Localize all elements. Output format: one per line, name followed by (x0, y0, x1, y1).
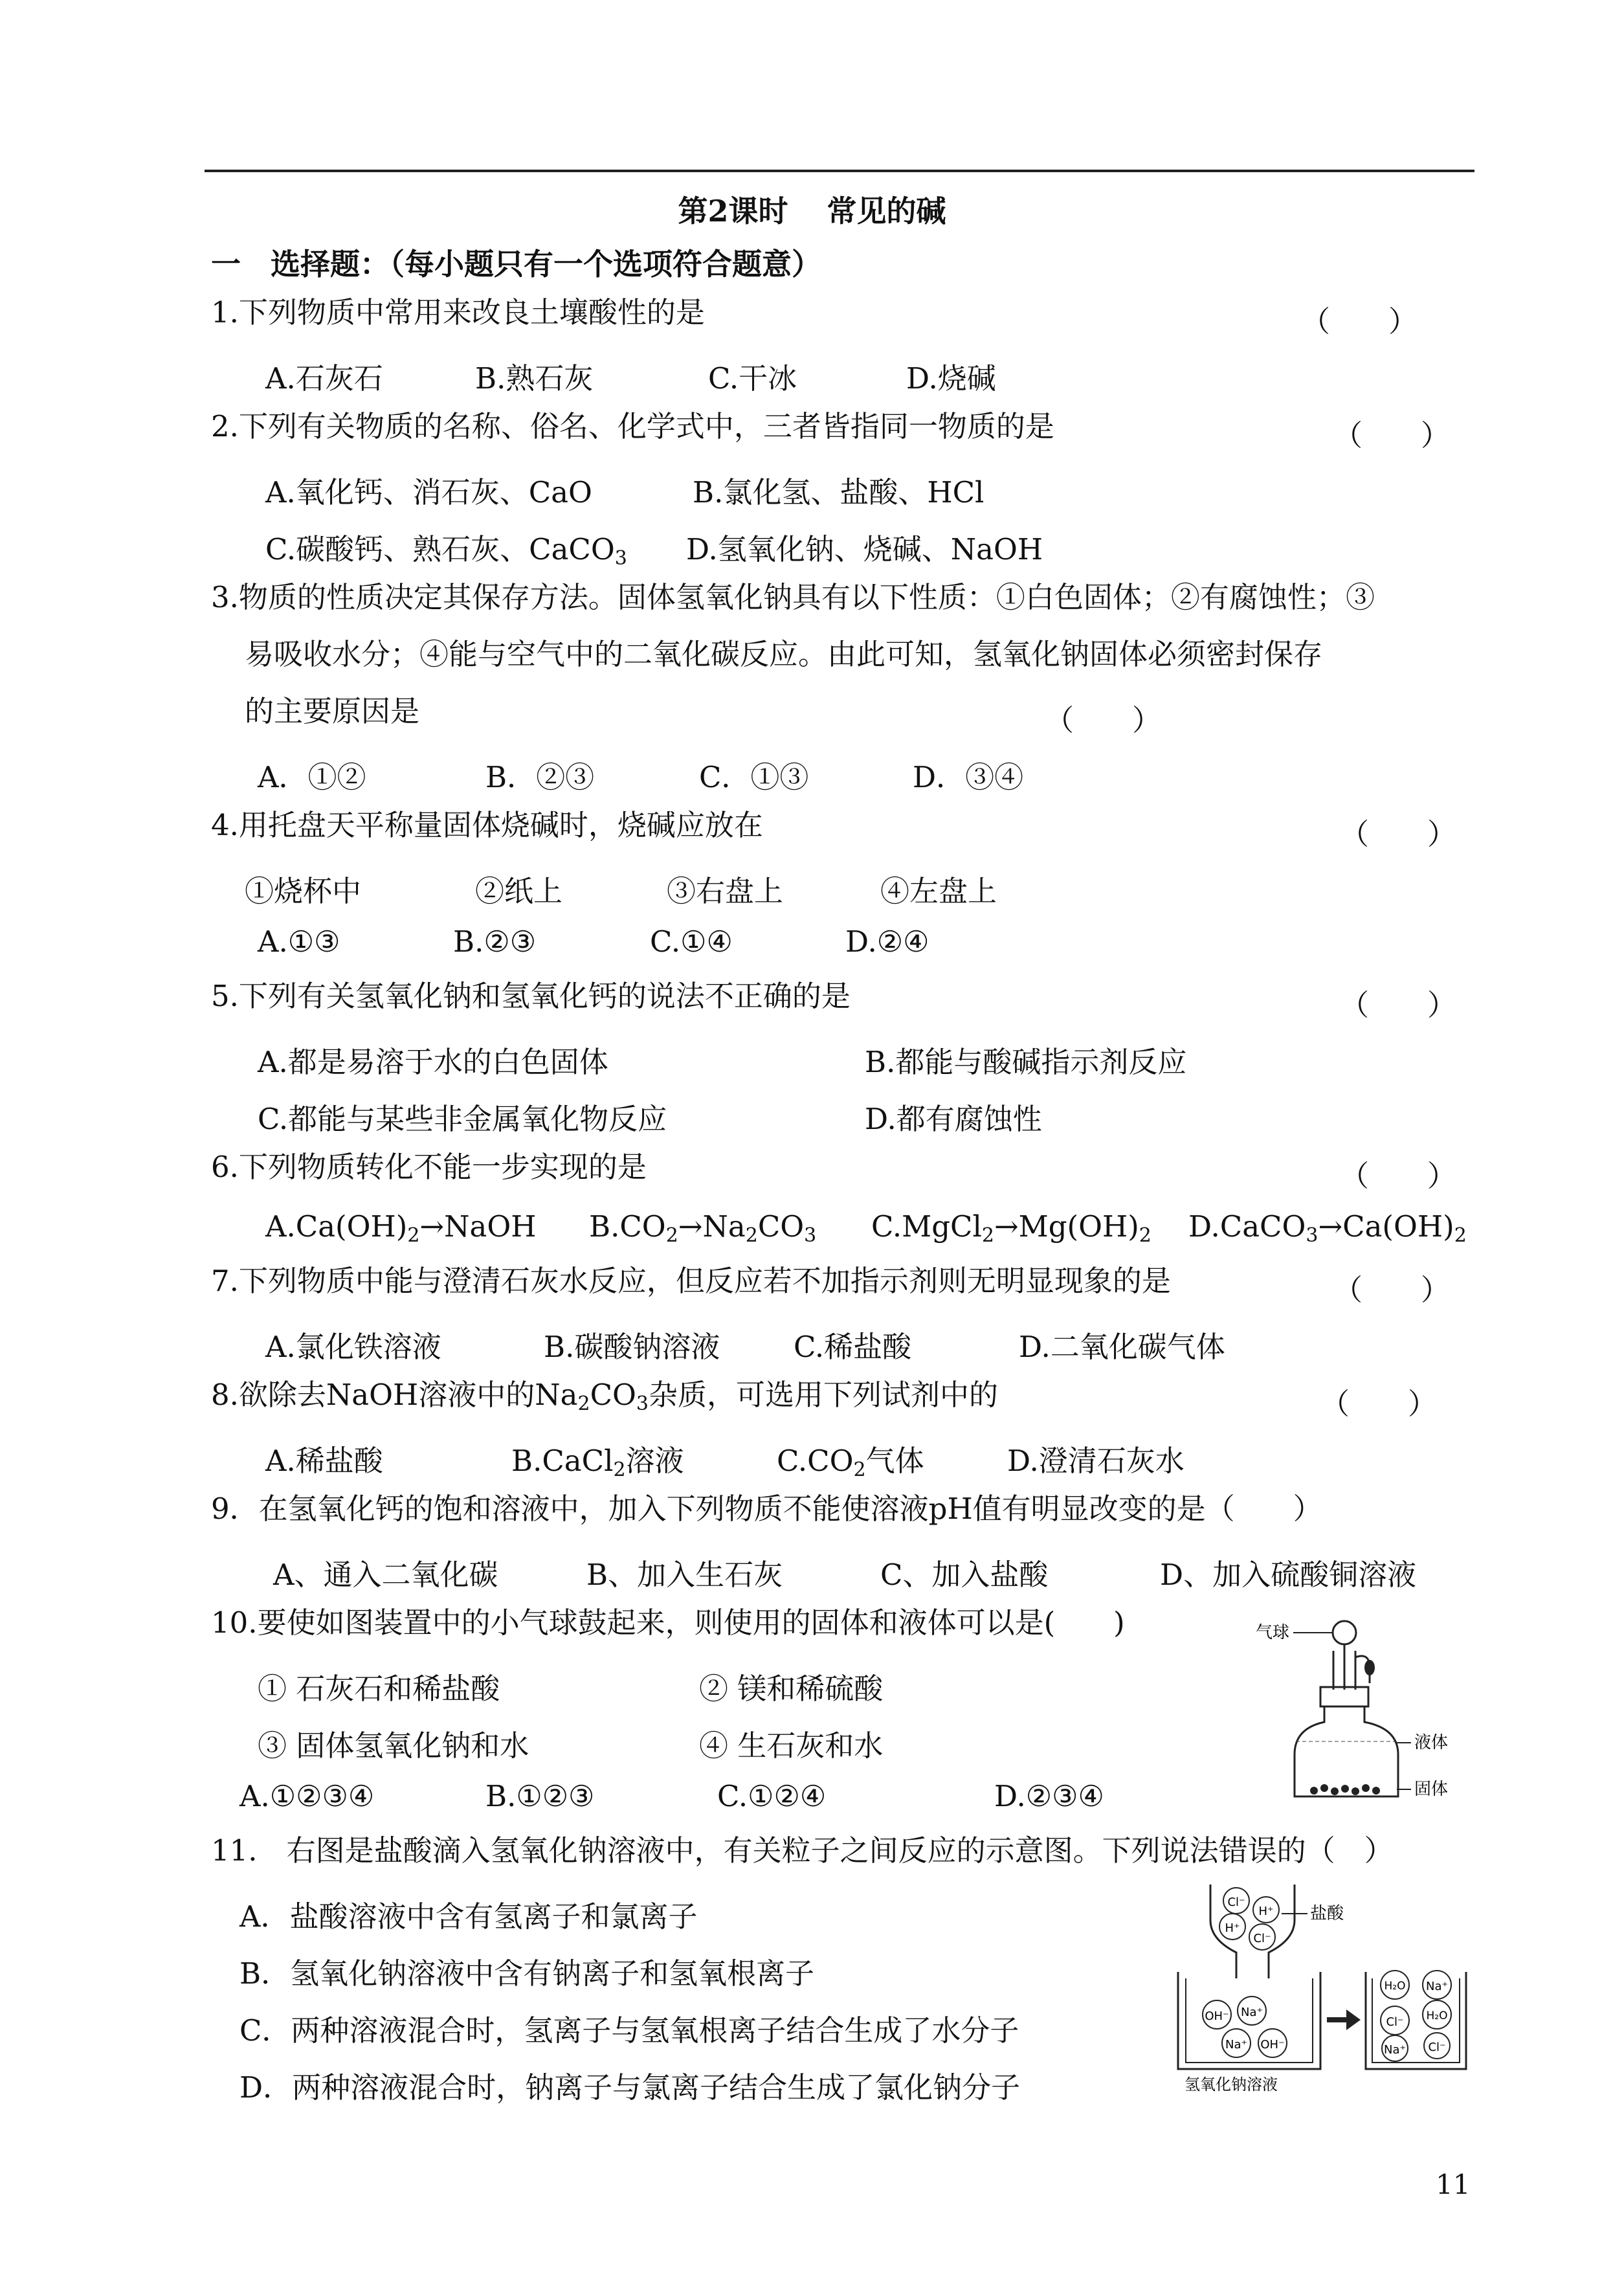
q10-option-d: D.②③④ (994, 1779, 1104, 1813)
flask-body (1295, 1706, 1398, 1796)
q11-option-d: D．两种溶液混合时，钠离子与氯离子结合生成了氯化钠分子 (239, 2070, 1021, 2105)
q4-item-2: ②纸上 (475, 874, 563, 908)
q9-option-c: C、加入盐酸 (880, 1558, 1049, 1592)
q6-option-b: $B.CO_2\to Na_2CO_3$ (589, 1209, 817, 1247)
q7-option-b: B.碳酸钠溶液 (544, 1330, 720, 1364)
q11-option-c: C．两种溶液混合时，氢离子与氢氧根离子结合生成了水分子 (239, 2013, 1019, 2048)
lesson-topic: 常见的碱 (827, 194, 946, 229)
q10-item-2: ② 镁和稀硫酸 (699, 1672, 884, 1706)
ion-cl-4-label: Cl⁻ (1428, 2041, 1446, 2054)
balloon-label: 气球 (1256, 1623, 1290, 1642)
naoh-beaker (1178, 1972, 1320, 2069)
q7-option-d: D.二氧化碳气体 (1019, 1330, 1225, 1364)
q2-option-a: A.氧化钙、消石灰、CaO (265, 475, 592, 509)
q6-answer-bracket[interactable]: （ ） (1340, 1159, 1457, 1193)
q1-option-c: C.干冰 (708, 361, 797, 396)
ion-cl-2-label: Cl⁻ (1253, 1932, 1271, 1945)
q1-option-d: D.烧碱 (906, 361, 996, 396)
ion-na-1-label: Na⁺ (1241, 2006, 1263, 2019)
q3-stem-line2: 易吸收水分；④能与空气中的二氧化碳反应。由此可知，氢氧化钠固体必须密封保存 (245, 637, 1323, 671)
q10-option-c: C.①②④ (717, 1779, 827, 1813)
flask-tubes (1333, 1644, 1355, 1690)
q4-item-4: ④左盘上 (880, 874, 997, 908)
q1-answer-bracket[interactable]: （ ） (1301, 304, 1418, 339)
q7-answer-bracket[interactable]: （ ） (1333, 1273, 1451, 1307)
q4-option-d: D.②④ (845, 924, 929, 959)
q9-option-a: A、通入二氧化碳 (273, 1558, 498, 1592)
stopper (1320, 1687, 1368, 1706)
ion-cl-1-label: Cl⁻ (1227, 1896, 1245, 1909)
q11-stem: 11. 右图是盐酸滴入氢氧化钠溶液中，有关粒子之间反应的示意图。下列说法错误的（ ） (211, 1833, 1394, 1868)
q4-option-c: C.①④ (650, 924, 733, 959)
lesson-number: 第2课时 (678, 194, 788, 229)
q2-option-d: D.氢氧化钠、烧碱、NaOH (686, 532, 1043, 566)
q7-option-c: C.稀盐酸 (794, 1330, 912, 1364)
q10-item-1: ① 石灰石和稀盐酸 (258, 1672, 500, 1706)
q3-answer-bracket[interactable]: （ ） (1045, 703, 1162, 737)
q5-option-a: A.都是易溶于水的白色固体 (258, 1045, 608, 1079)
page-title (0, 188, 1624, 230)
ion-h-2-label: H⁺ (1225, 1921, 1240, 1935)
q5-option-d: D.都有腐蚀性 (865, 1102, 1042, 1136)
section-heading: 一 选择题：（每小题只有一个选项符合题意） (211, 247, 821, 282)
q9-option-b: B、加入生石灰 (586, 1558, 783, 1592)
q1-option-b: B.熟石灰 (475, 361, 594, 396)
ion-cl-3-label: Cl⁻ (1386, 2015, 1404, 2029)
q5-option-c: C.都能与某些非金属氧化物反应 (258, 1102, 667, 1136)
q6-option-d: $D.CaCO_3\to Ca(OH)_2$ (1188, 1209, 1467, 1247)
q8-stem: 8.欲除去NaOH溶液中的$Na_2CO_3$杂质，可选用下列试剂中的 (211, 1378, 999, 1415)
q10-item-3: ③ 固体氢氧化钠和水 (258, 1728, 529, 1763)
ion-na-2-label: Na⁺ (1225, 2038, 1247, 2052)
page-number: 11 (1436, 2169, 1471, 2200)
hcl-label: 盐酸 (1310, 1904, 1344, 1923)
solid-label: 固体 (1414, 1780, 1449, 1799)
q4-option-b: B.②③ (453, 924, 537, 959)
q8-option-b: B.CaCl$_2$溶液 (511, 1444, 684, 1481)
q8-option-c: $C.CO_2$气体 (777, 1444, 924, 1481)
molecule-h2o-1-label: H₂O (1384, 1980, 1406, 1993)
dropper-bulb (1364, 1660, 1375, 1675)
q10-item-4: ④ 生石灰和水 (699, 1728, 884, 1763)
q3-stem-line3: 的主要原因是 (245, 694, 420, 728)
liquid-label: 液体 (1414, 1733, 1449, 1752)
balloon-flask-figure (1243, 1612, 1456, 1806)
q3-option-b: B．②③ (485, 760, 595, 794)
q1-option-a: A.石灰石 (265, 361, 383, 396)
balloon (1333, 1621, 1356, 1644)
q10-stem: 10.要使如图装置中的小气球鼓起来，则使用的固体和液体可以是( ) (211, 1605, 1125, 1640)
q10-option-b: B.①②③ (485, 1779, 595, 1813)
q2-answer-bracket[interactable]: （ ） (1333, 418, 1451, 453)
q8-option-a: A.稀盐酸 (265, 1444, 383, 1478)
q2-option-b: B.氯化氢、盐酸、HCl (693, 475, 984, 509)
q5-stem: 5.下列有关氢氧化钠和氢氧化钙的说法不正确的是 (211, 979, 851, 1013)
q7-stem: 7.下列物质中能与澄清石灰水反应，但反应若不加指示剂则无明显现象的是 (211, 1264, 1171, 1298)
reaction-arrow (1327, 2009, 1361, 2030)
q1-stem: 1.下列物质中常用来改良土壤酸性的是 (211, 295, 705, 330)
q4-item-1: ①烧杯中 (245, 874, 362, 908)
q10-option-a: A.①②③④ (239, 1779, 375, 1813)
q6-stem: 6.下列物质转化不能一步实现的是 (211, 1150, 647, 1184)
ion-oh-1-label: OH⁻ (1205, 2009, 1229, 2023)
ion-na-4-label: Na⁺ (1384, 2043, 1406, 2057)
q4-option-a: A.①③ (258, 924, 340, 959)
q3-option-a: A．①② (258, 760, 366, 794)
molecule-h2o-2-label: H₂O (1426, 2009, 1448, 2022)
q6-option-c: $C.MgCl_2\to Mg(OH)_2$ (871, 1209, 1151, 1247)
ion-reaction-figure (1172, 1881, 1469, 2095)
q3-stem-line1: 3.物质的性质决定其保存方法。固体氢氧化钠具有以下性质：①白色固体；②有腐蚀性；③ (211, 580, 1375, 614)
q8-answer-bracket[interactable]: （ ） (1320, 1387, 1438, 1421)
naoh-label: 氢氧化钠溶液 (1185, 2075, 1278, 2094)
q5-option-b: B.都能与酸碱指示剂反应 (865, 1045, 1187, 1079)
q9-stem: 9．在氢氧化钙的饱和溶液中，加入下列物质不能使溶液pH值有明显改变的是（ ） (211, 1492, 1322, 1526)
q3-option-d: D．③④ (913, 760, 1024, 794)
solid-particles (1310, 1784, 1380, 1795)
ion-na-3-label: Na⁺ (1426, 1980, 1448, 1993)
q5-answer-bracket[interactable]: （ ） (1340, 988, 1457, 1022)
q8-option-d: D.澄清石灰水 (1007, 1444, 1185, 1478)
q9-option-d: D、加入硫酸铜溶液 (1160, 1558, 1417, 1592)
ion-oh-2-label: OH⁻ (1260, 2038, 1285, 2052)
q11-option-a: A．盐酸溶液中含有氢离子和氯离子 (239, 1899, 698, 1934)
q2-stem: 2.下列有关物质的名称、俗名、化学式中，三者皆指同一物质的是 (211, 409, 1054, 443)
q7-option-a: A.氯化铁溶液 (265, 1330, 441, 1364)
ion-h-1-label: H⁺ (1258, 1905, 1274, 1918)
q4-answer-bracket[interactable]: （ ） (1340, 817, 1457, 851)
q3-option-c: C．①③ (699, 760, 809, 794)
q4-item-3: ③右盘上 (667, 874, 784, 908)
q4-stem: 4.用托盘天平称量固体烧碱时，烧碱应放在 (211, 808, 763, 842)
header-rule (205, 170, 1474, 172)
q2-option-c: C.碳酸钙、熟石灰、CaCO$_3$ (265, 532, 627, 570)
q6-option-a: $A.Ca(OH)_2\to NaOH$ (265, 1209, 537, 1247)
q11-option-b: B．氢氧化钠溶液中含有钠离子和氢氧根离子 (239, 1956, 815, 1991)
